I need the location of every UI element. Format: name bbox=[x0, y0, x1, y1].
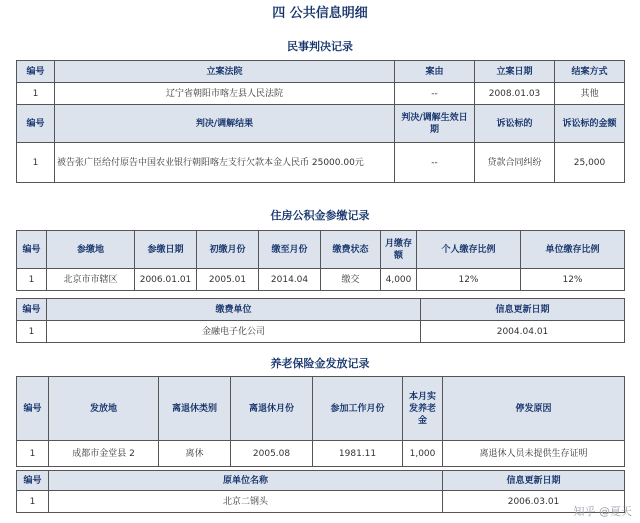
fund-r1-7: 12% bbox=[417, 269, 521, 291]
pension-h1-2: 离退休类别 bbox=[159, 377, 231, 441]
housing-fund-unit-table bbox=[16, 298, 625, 343]
fund-r1-6: 4,000 bbox=[381, 269, 417, 291]
civil-h2-1: 判决/调解结果 bbox=[55, 105, 395, 143]
fund-r1-4: 2014.04 bbox=[259, 269, 321, 291]
fund-r1-8: 12% bbox=[521, 269, 625, 291]
fund-h1-0: 编号 bbox=[17, 231, 47, 269]
table-row bbox=[17, 321, 625, 343]
fund-r1-5: 缴交 bbox=[321, 269, 381, 291]
table-row bbox=[17, 143, 625, 183]
pension-r1-4: 1981.11 bbox=[313, 441, 403, 467]
civil-h1-4: 结案方式 bbox=[555, 61, 625, 83]
civil-h1-3: 立案日期 bbox=[475, 61, 555, 83]
civil-r1-1: 辽宁省朝阳市喀左县人民法院 bbox=[55, 83, 395, 105]
pension-unit-table bbox=[16, 470, 625, 513]
pension-h2-1: 原单位名称 bbox=[49, 471, 443, 491]
pension-h1-1: 发放地 bbox=[49, 377, 159, 441]
pension-r1-1: 成都市金堂县 2 bbox=[49, 441, 159, 467]
fund-r1-3: 2005.01 bbox=[197, 269, 259, 291]
fund-header-row-2 bbox=[17, 299, 625, 321]
pension-h2-2: 信息更新日期 bbox=[443, 471, 625, 491]
housing-fund-table bbox=[16, 230, 625, 291]
pension-header-row-1 bbox=[17, 377, 625, 441]
pension-title: 养老保险金发放记录 bbox=[270, 357, 370, 370]
civil-header-row-2 bbox=[17, 105, 625, 143]
fund-h2-1: 缴费单位 bbox=[47, 299, 421, 321]
fund-h1-6: 月缴存额 bbox=[381, 231, 417, 269]
fund-h1-3: 初缴月份 bbox=[197, 231, 259, 269]
fund-h2-0: 编号 bbox=[17, 299, 47, 321]
civil-h1-0: 编号 bbox=[17, 61, 55, 83]
civil-judgment-title: 民事判决记录 bbox=[287, 40, 353, 53]
fund-r2-2: 2004.04.01 bbox=[421, 321, 625, 343]
civil-r1-2: -- bbox=[395, 83, 475, 105]
civil-r1-3: 2008.01.03 bbox=[475, 83, 555, 105]
pension-h1-3: 离退休月份 bbox=[231, 377, 313, 441]
fund-r2-1: 金融电子化公司 bbox=[47, 321, 421, 343]
civil-r2-0: 1 bbox=[17, 143, 55, 183]
table-row bbox=[17, 491, 625, 513]
civil-h2-3: 诉讼标的 bbox=[475, 105, 555, 143]
civil-r2-4: 25,000 bbox=[555, 143, 625, 183]
fund-h1-8: 单位缴存比例 bbox=[521, 231, 625, 269]
pension-h1-5: 本月实发养老金 bbox=[403, 377, 443, 441]
civil-judgment-table bbox=[16, 60, 625, 183]
housing-fund-title: 住房公积金参缴记录 bbox=[270, 209, 370, 222]
watermark: 知乎 @夏天 bbox=[573, 505, 632, 518]
pension-r1-6: 离退休人员未提供生存证明 bbox=[443, 441, 625, 467]
pension-r1-0: 1 bbox=[17, 441, 49, 467]
civil-header-row-1 bbox=[17, 61, 625, 83]
pension-h2-0: 编号 bbox=[17, 471, 49, 491]
fund-r1-2: 2006.01.01 bbox=[135, 269, 197, 291]
civil-h1-1: 立案法院 bbox=[55, 61, 395, 83]
fund-h1-4: 缴至月份 bbox=[259, 231, 321, 269]
table-row bbox=[17, 83, 625, 105]
fund-r1-0: 1 bbox=[17, 269, 47, 291]
pension-table bbox=[16, 376, 625, 467]
civil-h2-2: 判决/调解生效日期 bbox=[395, 105, 475, 143]
fund-header-row-1 bbox=[17, 231, 625, 269]
civil-h1-2: 案由 bbox=[395, 61, 475, 83]
pension-h1-4: 参加工作月份 bbox=[313, 377, 403, 441]
pension-r1-5: 1,000 bbox=[403, 441, 443, 467]
civil-r1-0: 1 bbox=[17, 83, 55, 105]
table-row bbox=[17, 441, 625, 467]
civil-h2-0: 编号 bbox=[17, 105, 55, 143]
civil-h2-4: 诉讼标的金额 bbox=[555, 105, 625, 143]
civil-r2-3: 贷款合同纠纷 bbox=[475, 143, 555, 183]
pension-h1-6: 停发原因 bbox=[443, 377, 625, 441]
fund-h1-5: 缴费状态 bbox=[321, 231, 381, 269]
section-title: 四 公共信息明细 bbox=[272, 6, 368, 21]
table-row bbox=[17, 269, 625, 291]
fund-h1-1: 参缴地 bbox=[47, 231, 135, 269]
fund-r1-1: 北京市市辖区 bbox=[47, 269, 135, 291]
pension-h1-0: 编号 bbox=[17, 377, 49, 441]
pension-r2-2: 2006.03.01 bbox=[443, 491, 625, 513]
pension-r2-0: 1 bbox=[17, 491, 49, 513]
pension-r2-1: 北京二钢头 bbox=[49, 491, 443, 513]
fund-r2-0: 1 bbox=[17, 321, 47, 343]
pension-r1-3: 2005.08 bbox=[231, 441, 313, 467]
civil-r2-1: 被告张广臣给付原告中国农业银行朝阳喀左支行欠款本金人民币 25000.00元 bbox=[55, 143, 395, 183]
pension-header-row-2 bbox=[17, 471, 625, 491]
civil-r2-2: -- bbox=[395, 143, 475, 183]
civil-r1-4: 其他 bbox=[555, 83, 625, 105]
fund-h1-7: 个人缴存比例 bbox=[417, 231, 521, 269]
pension-r1-2: 离休 bbox=[159, 441, 231, 467]
fund-h2-2: 信息更新日期 bbox=[421, 299, 625, 321]
fund-h1-2: 参缴日期 bbox=[135, 231, 197, 269]
